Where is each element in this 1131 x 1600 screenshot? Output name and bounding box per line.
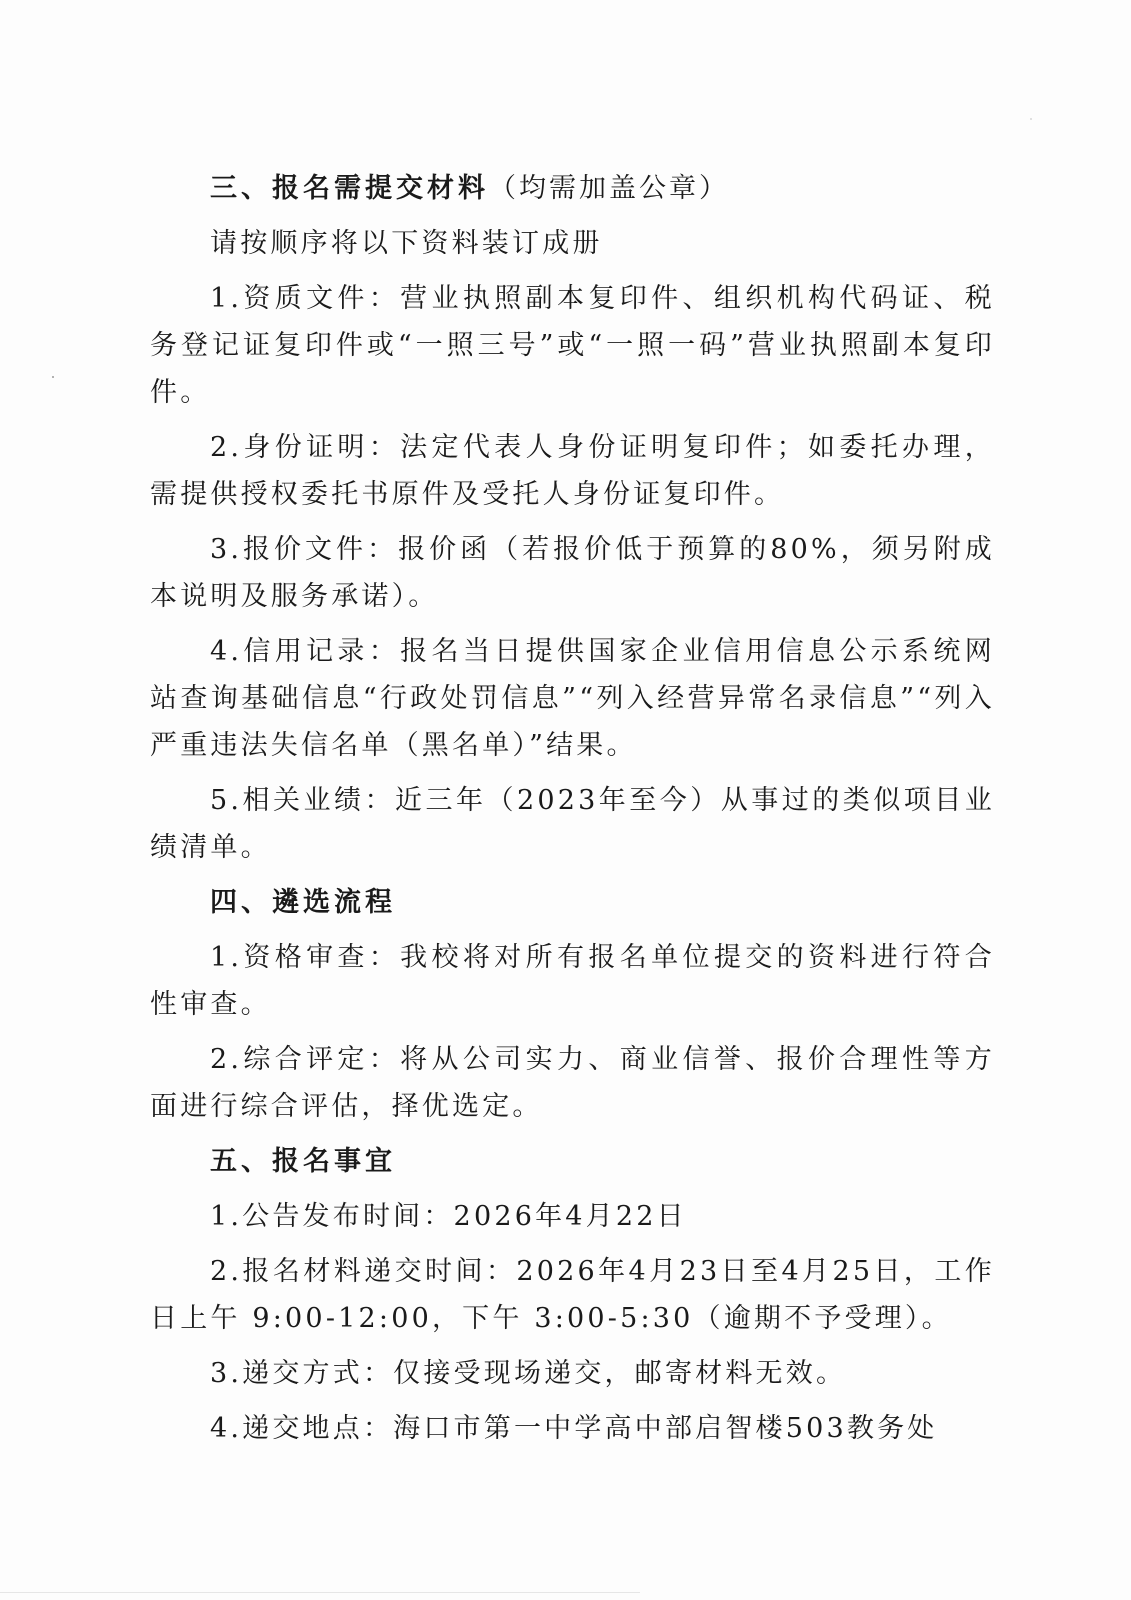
- section-heading-registration: 五、报名事宜: [210, 1146, 396, 1177]
- paragraph-submission-time: 2.报名材料递交时间：2026年4月23日至4月25日，工作日上午 9:00-12:00，下午 3:00-5:30（逾期不予受理）。: [150, 1256, 995, 1334]
- document-body: [150, 165, 995, 1460]
- paragraph-identity-proof: 2.身份证明：法定代表人身份证明复印件；如委托办理，需提供授权委托书原件及受托人身份证复印件。: [150, 432, 995, 510]
- paragraph-comprehensive-evaluation: 2.综合评定：将从公司实力、商业信誉、报价合理性等方面进行综合评估，择优选定。: [150, 1044, 995, 1122]
- paragraph-related-performance: 5.相关业绩：近三年（2023年至今）从事过的类似项目业绩清单。: [150, 785, 995, 863]
- scan-edge-line: [0, 1592, 640, 1593]
- scan-speck: [1030, 118, 1032, 120]
- scan-speck: [52, 376, 54, 378]
- paragraph-submission-location: 4.递交地点：海口市第一中学高中部启智楼503教务处: [210, 1413, 938, 1444]
- paragraph-submission-method: 3.递交方式：仅接受现场递交，邮寄材料无效。: [210, 1358, 847, 1389]
- section-heading-text: 三、报名需提交材料: [210, 173, 489, 204]
- section-heading-note: （均需加盖公章）: [489, 173, 729, 204]
- section-heading-materials: [150, 165, 995, 212]
- paragraph-quotation-docs: 3.报价文件：报价函（若报价低于预算的80%，须另附成本说明及服务承诺）。: [150, 534, 995, 612]
- paragraph-qualification-review: 1.资格审查：我校将对所有报名单位提交的资料进行符合性审查。: [150, 942, 995, 1020]
- paragraph-qualification-docs: 1.资质文件：营业执照副本复印件、组织机构代码证、税务登记证复印件或“一照三号”或“一照一码”营业执照副本复印件。: [150, 283, 995, 408]
- section-heading-selection-process: 四、遴选流程: [210, 887, 396, 918]
- paragraph-publish-date: 1.公告发布时间：2026年4月22日: [210, 1201, 687, 1232]
- paragraph-binding-order: 请按顺序将以下资料装订成册: [210, 228, 603, 259]
- paragraph-credit-record: 4.信用记录：报名当日提供国家企业信用信息公示系统网站查询基础信息“行政处罚信息”“列入经营异常名录信息”“列入严重违法失信名单（黑名单）”结果。: [150, 636, 995, 761]
